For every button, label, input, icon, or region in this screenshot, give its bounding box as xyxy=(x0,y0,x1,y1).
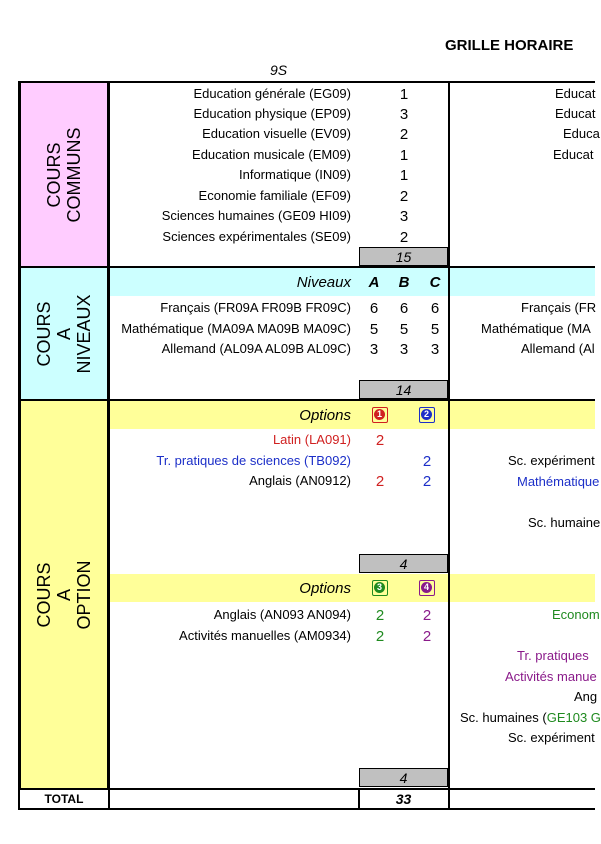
right-options2-6: Sc. expériment xyxy=(508,730,595,745)
options1-header: Options xyxy=(299,407,351,424)
right-options2-2: Activités manue xyxy=(505,669,597,684)
options2-subtotal: 4 xyxy=(359,768,448,787)
right-options2-0: Econom xyxy=(552,607,600,622)
niveau-a-header: A xyxy=(368,274,380,291)
section-niveaux-label3: NIVEAUX xyxy=(74,293,94,374)
communs-subtotal: 15 xyxy=(359,247,448,266)
niveaux-header: Niveaux xyxy=(296,274,351,291)
section-communs xyxy=(20,82,108,267)
vline-label xyxy=(108,81,110,810)
niveau-b-header: B xyxy=(398,274,410,291)
right-options1-0: Sc. expériment xyxy=(508,453,595,468)
section-niveaux-label2: A xyxy=(54,327,74,340)
right-options2-3: Ang xyxy=(574,689,598,704)
option-badge-4-icon: 4 xyxy=(419,580,435,596)
bottom-border xyxy=(18,808,595,810)
option-badge-1-icon: 1 xyxy=(372,407,388,423)
section-communs-label1: COURS xyxy=(44,142,64,208)
right-options1-2: Sc. humaine xyxy=(528,515,601,530)
right-communs-1: Educat xyxy=(555,106,596,121)
section-option-label1: COURS xyxy=(34,561,54,628)
niveau-c-header: C xyxy=(429,274,441,291)
vline-right xyxy=(448,81,450,810)
options2-band xyxy=(110,574,595,602)
total-value: 33 xyxy=(395,791,412,807)
column-header: 9S xyxy=(270,62,288,78)
right-options2-4: Sc. humaines (GE103 G xyxy=(460,710,601,725)
section-niveaux-label1: COURS xyxy=(34,301,54,367)
right-communs-3: Educat xyxy=(553,147,594,162)
option-badge-2-icon: 2 xyxy=(419,407,435,423)
niveaux-band xyxy=(110,268,595,296)
options1-subtotal: 4 xyxy=(359,554,448,573)
right-options2-1: Tr. pratiques xyxy=(517,648,589,663)
options1-band xyxy=(110,401,595,429)
right-niveaux-1: Mathématique (MA xyxy=(481,321,591,336)
right-options1-1: Mathématique xyxy=(517,474,600,489)
section-communs-label2: COMMUNS xyxy=(64,127,84,222)
total-label: TOTAL xyxy=(44,792,84,806)
options2-header: Options xyxy=(299,580,351,597)
right-niveaux-0: Français (FR xyxy=(521,300,597,315)
section-option-label2: A xyxy=(54,588,74,601)
right-communs-2: Educa xyxy=(563,126,600,141)
niveaux-subtotal: 14 xyxy=(359,380,448,399)
page-title: GRILLE HORAIRE xyxy=(445,37,574,54)
section-option-label3: OPTION xyxy=(74,559,94,630)
right-communs-0: Educat xyxy=(555,86,596,101)
right-niveaux-2: Allemand (Al xyxy=(521,341,595,356)
section-option xyxy=(20,400,108,789)
option-badge-3-icon: 3 xyxy=(372,580,388,596)
section-niveaux xyxy=(20,267,108,400)
